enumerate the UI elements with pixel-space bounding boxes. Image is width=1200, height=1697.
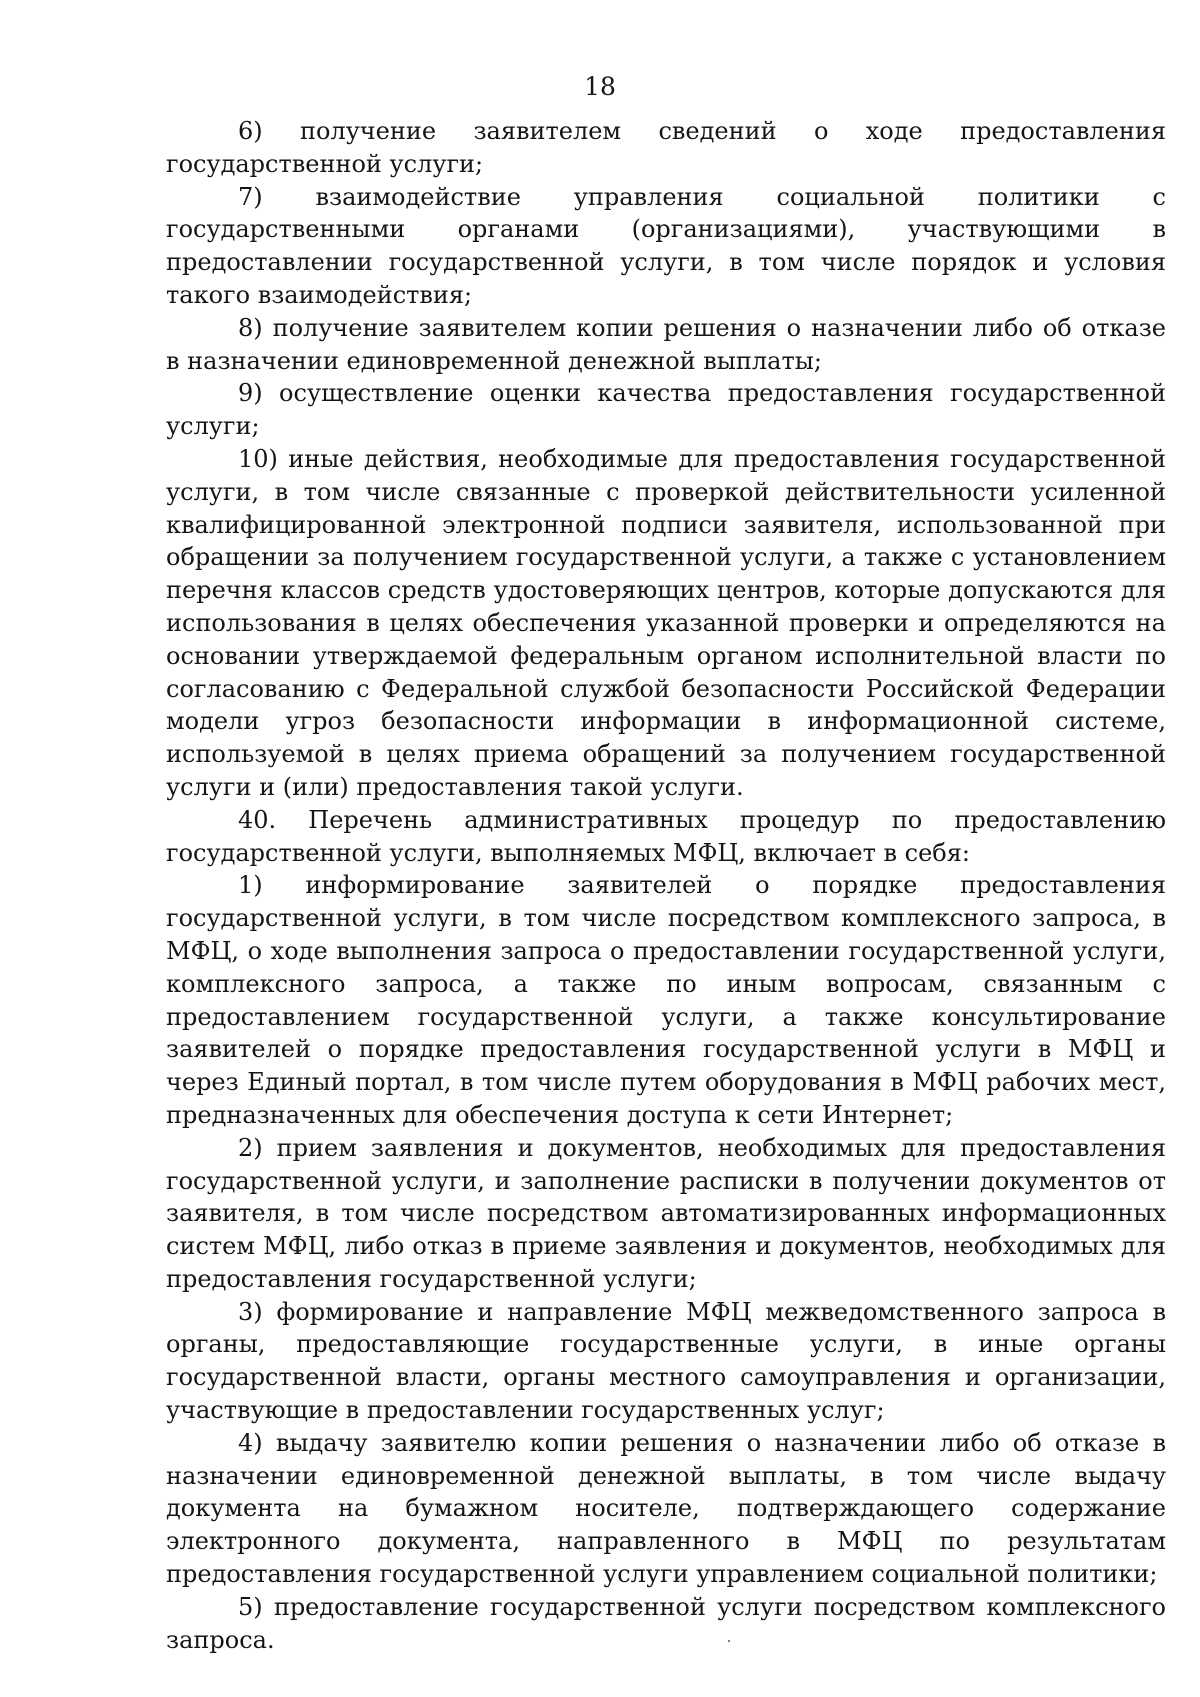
paragraph-item-8: 8) получение заявителем копии решения о назначении либо об отказе в назначении единовременной денежной выплаты;: [166, 313, 1166, 375]
paragraph-mfc-item-1: 1) информирование заявителей о порядке предоставления государственной услуги, в том числе посредством комплексного запроса, в МФЦ, о ходе выполнения запроса о предоставлении государственной услуги, комплексного запроса, а также по иным вопросам, связанным с предоставлением государственной услуги, а также консультирование заявителей о порядке предоставления государственной услуги в МФЦ и через Единый портал, в том числе путем оборудования в МФЦ рабочих мест, предназначенных для обеспечения доступа к сети Интернет;: [166, 871, 1166, 1129]
paragraph-mfc-item-4: 4) выдачу заявителю копии решения о назначении либо об отказе в назначении единовременной денежной выплаты, в том числе выдачу документа на бумажном носителе, подтверждающего содержание электронного документа, направленного в МФЦ по результатам предоставления государственной услуги управлением социальной политики;: [166, 1428, 1166, 1589]
paragraph-mfc-item-5: 5) предоставление государственной услуги посредством комплексного запроса.: [166, 1592, 1166, 1654]
paragraph-item-9: 9) осуществление оценки качества предоставления государственной услуги;: [166, 379, 1166, 441]
paragraph-item-7: 7) взаимодействие управления социальной политики с государственными органами (организациями), участвующими в предоставлении государственной услуги, в том числе порядок и условия такого взаимодействия;: [166, 182, 1166, 309]
paragraph-mfc-item-3: 3) формирование и направление МФЦ межведомственного запроса в органы, предоставляющие государственные услуги, в иные органы государственной власти, органы местного самоуправления и организации, участвующие в предоставлении государственных услуг;: [166, 1297, 1166, 1425]
paragraph-section-40: 40. Перечень административных процедур по предоставлению государственной услуги, выполняемых МФЦ, включает в себя:: [166, 805, 1166, 867]
paragraph-item-6: 6) получение заявителем сведений о ходе предоставления государственной услуги;: [166, 117, 1166, 178]
document-body: [166, 115, 1166, 1656]
page-number: 18: [584, 72, 616, 101]
paragraph-item-10: 10) иные действия, необходимые для предоставления государственной услуги, в том числе связанные с проверкой действительности усиленной квалифицированной электронной подписи заявителя, использованной при обращении за получением государственной услуги, а также с установлением перечня классов средств удостоверяющих центров, которые допускаются для использования в целях обеспечения указанной проверки и определяются на основании утверждаемой федеральным органом исполнительной власти по согласованию с Федеральной службой безопасности Российской Федерации модели угроз безопасности информации в информационной системе, используемой в целях приема обращений за получением государственной услуги и (или) предоставления такой услуги.: [166, 444, 1166, 801]
scan-speck: [728, 1640, 730, 1642]
paragraph-mfc-item-2: 2) прием заявления и документов, необходимых для предоставления государственной услуги, и заполнение расписки в получении документов от заявителя, в том числе посредством автоматизированных информационных систем МФЦ, либо отказ в приеме заявления и документов, необходимых для предоставления государственной услуги;: [166, 1133, 1166, 1293]
